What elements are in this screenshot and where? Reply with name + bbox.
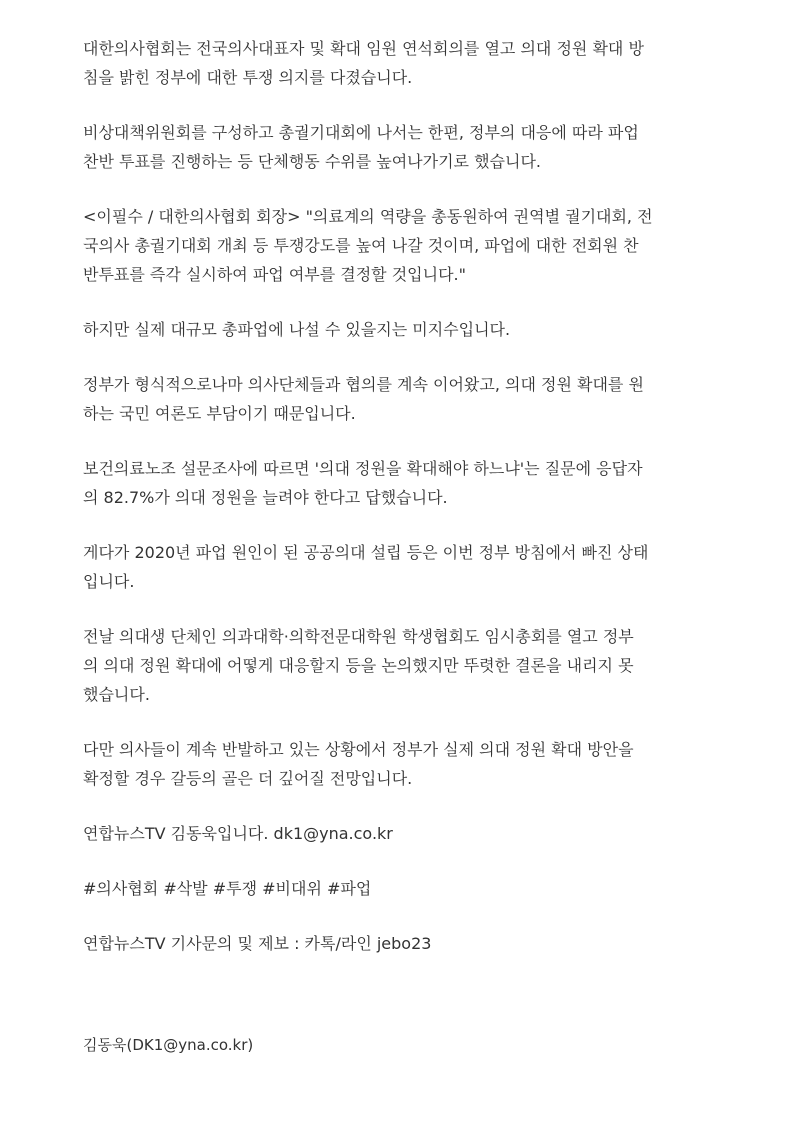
byline: 김동욱(DK1@yna.co.kr) (83, 1036, 254, 1054)
hashtags: #의사협회 #삭발 #투쟁 #비대위 #파업 (83, 879, 372, 898)
article-paragraph: 정부가 형식적으로나마 의사단체들과 협의를 계속 이어왔고, 의대 정원 확대를 원 하는 국민 여론도 부담이기 때문입니다. (83, 375, 644, 423)
article-paragraph: 게다가 2020년 파업 원인이 된 공공의대 설립 등은 이번 정부 방침에서 빠진 상태 입니다. (83, 543, 649, 591)
article-body (83, 34, 723, 958)
article-paragraph: 하지만 실제 대규모 총파업에 나설 수 있을지는 미지수입니다. (83, 320, 511, 339)
article-paragraph: 비상대책위원회를 구성하고 총궐기대회에 나서는 한편, 정부의 대응에 따라 파업 찬반 투표를 진행하는 등 단체행동 수위를 높여나가기로 했습니다. (83, 123, 639, 171)
article-paragraph: 보건의료노조 설문조사에 따르면 '의대 정원을 확대해야 하느냐'는 질문에 응답자 의 82.7%가 의대 정원을 늘려야 한다고 답했습니다. (83, 459, 643, 507)
article-paragraph: <이필수 / 대한의사협회 회장> "의료계의 역량을 총동원하여 권역별 궐기대회, 전 국의사 총궐기대회 개최 등 투쟁강도를 높여 나갈 것이며, 파업에 대한 전회원 찬 반투표를 즉각 실시하여 파업 여부를 결정할 것입니다." (83, 207, 653, 284)
article-paragraph: 대한의사협회는 전국의사대표자 및 확대 임원 연석회의를 열고 의대 정원 확대 방 침을 밝힌 정부에 대한 투쟁 의지를 다졌습니다. (83, 39, 644, 87)
article-paragraph: 다만 의사들이 계속 반발하고 있는 상황에서 정부가 실제 의대 정원 확대 방안을 확정할 경우 갈등의 골은 더 깊어질 전망입니다. (83, 740, 634, 788)
tip-contact: 연합뉴스TV 기사문의 및 제보 : 카톡/라인 jebo23 (83, 934, 432, 953)
reporter-signoff: 연합뉴스TV 김동욱입니다. dk1@yna.co.kr (83, 824, 393, 843)
article-paragraph: 전날 의대생 단체인 의과대학·의학전문대학원 학생협회도 임시총회를 열고 정부 의 의대 정원 확대에 어떻게 대응할지 등을 논의했지만 뚜렷한 결론을 내리지 못 했습니다. (83, 627, 634, 704)
